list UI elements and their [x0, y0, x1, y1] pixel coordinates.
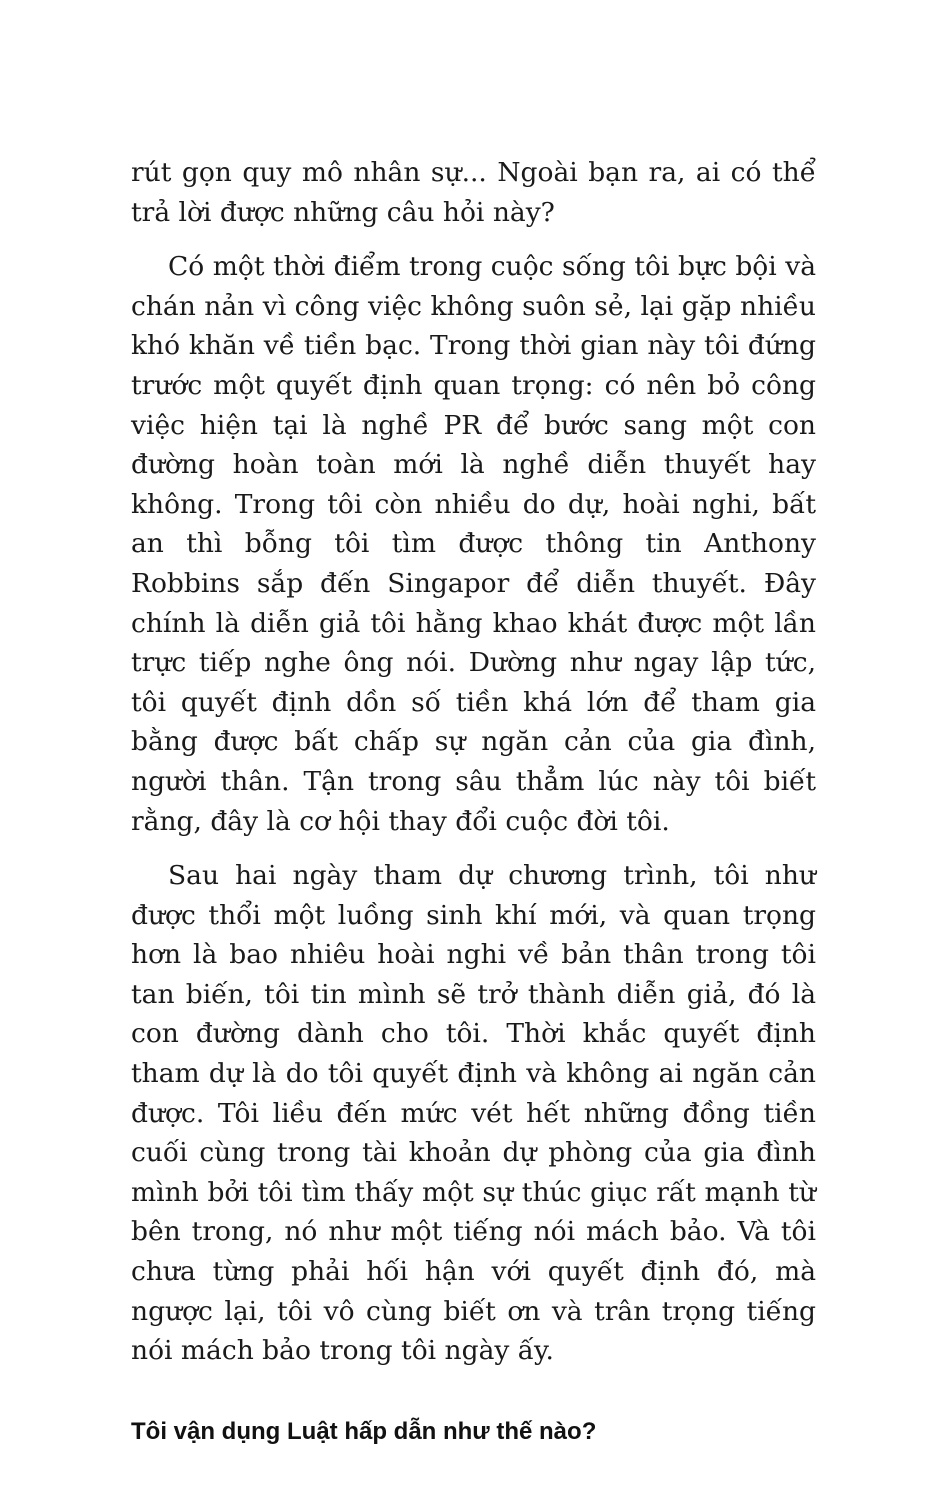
paragraph-after-event: Sau hai ngày tham dự chương trình, tôi như được thổi một luồng sinh khí mới, và quan trọng hơn là bao nhiêu hoài nghi về bản thân trong tôi tan biến, tôi tin mình sẽ trở thành diễn giả, đó là con đường dành cho tôi. Thời khắc quyết định tham dự là do tôi quyết định và không ai ngăn cản được. Tôi liều đến mức vét hết những đồng tiền cuối cùng trong tài khoản dự phòng của gia đình mình bởi tôi tìm thấy một sự thúc giục rất mạnh từ bên trong, nó như một tiếng nói mách bảo. Và tôi chưa từng phải hối hận với quyết định đó, mà ngược lại, tôi vô cùng biết ơn và trân trọng tiếng nói mách bảo trong tôi ngày ấy. — [131, 860, 816, 1367]
paragraph-continued: rút gọn quy mô nhân sự... Ngoài bạn ra, ai có thể trả lời được những câu hỏi này? — [131, 157, 816, 228]
section-heading: Tôi vận dụng Luật hấp dẫn như thế nào? — [131, 1417, 597, 1445]
paragraph-anthony-robbins: Có một thời điểm trong cuộc sống tôi bực bội và chán nản vì công việc không suôn sẻ, lại gặp nhiều khó khăn về tiền bạc. Trong thời gian này tôi đứng trước một quyết định quan trọng: có nên bỏ công việc hiện tại là nghề PR để bước sang một con đường hoàn toàn mới là nghề diễn thuyết hay không. Trong tôi còn nhiều do dự, hoài nghi, bất an thì bỗng tôi tìm được thông tin Anthony Robbins sắp đến Singapor để diễn thuyết. Đây chính là diễn giả tôi hằng khao khát được một lần trực tiếp nghe ông nói. Dường như ngay lập tức, tôi quyết định dồn số tiền khá lớn để tham gia bằng được bất chấp sự ngăn cản của gia đình, người thân. Tận trong sâu thẳm lúc này tôi biết rằng, đây là cơ hội thay đổi cuộc đời tôi. — [131, 251, 816, 837]
book-page — [131, 153, 816, 1448]
